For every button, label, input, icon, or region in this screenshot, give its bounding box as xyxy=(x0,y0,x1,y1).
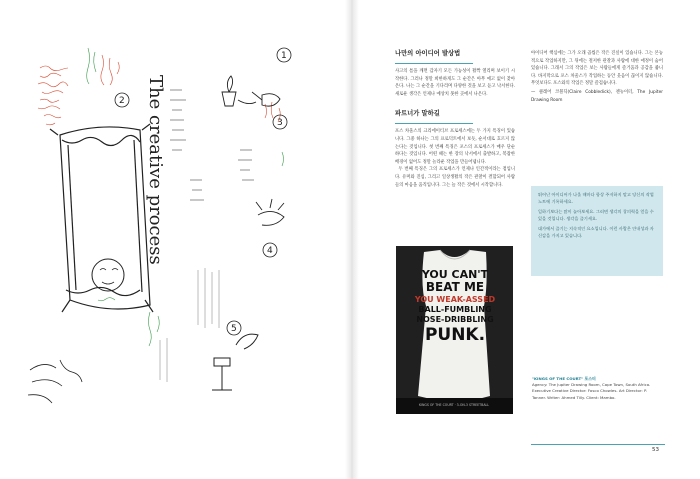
step-number-1: 1 xyxy=(281,51,287,61)
poster-line-4: BALL-FUMBLING xyxy=(418,305,492,314)
column-two xyxy=(531,50,663,104)
caption-title: "KINGS OF THE COURT" 포스터 xyxy=(532,376,596,381)
watering-can-drawing xyxy=(252,92,280,106)
partner-paragraph-1: 포스 차울스의 크리에이티브 프로세스에는 두 가지 특징이 있습니다. 그중 하나는 그의 프로덕트에서 보듯, 순서대로 흐르지 않는다는 것입니다. 첫 번째 특징은 포스의 프로세스가 매우 단순하다는 것입니다. 어떤 때는 한 장의 낙서에서 출발하고, 복잡한 배경이 없어도 정말 놀라운 작업을 만들어냅니다. xyxy=(395,129,515,165)
footer-rule xyxy=(531,444,665,445)
thought-bubble-lines xyxy=(170,90,254,200)
book-gutter xyxy=(345,0,359,479)
column-two-paragraph: 아이디어 핵심에는 그가 오래 곱씹은 작은 진실이 있습니다. 그는 본능적으로 작업하지만, 그 뒤에는 철저한 관찰과 사람에 대한 애정이 숨어 있습니다. 그래서 그의 작업은 보는 사람들에게 즐거움과 공감을 줍니다. 바지막으로 포스 차울스가 작업하는 동안 웃음이 끊이지 않습니다. 무엇보다도 포스와의 작업은 정말 즐겁습니다. xyxy=(531,51,663,87)
attribution: — 클레어 코블딕(Claire Cobbledick), 젠뉴이터, The Jupiter Drawing Room xyxy=(531,89,663,103)
poster-line-2: BEAT ME xyxy=(425,280,485,294)
page-number: 53 xyxy=(652,447,659,453)
person-head xyxy=(92,259,124,291)
partner-paragraph-2: 두 번째 특징은 그의 프로세스가 언제나 인간적이라는 점입니다. 유머와 진심, 그리고 일상생활의 작은 관찰이 결합되어 사람들의 마음을 움직입니다. 그는 늘 작은 것에서 시작합니다. xyxy=(395,167,515,188)
step-number-4: 4 xyxy=(267,246,273,256)
step-number-3: 3 xyxy=(277,118,283,128)
step-number-2: 2 xyxy=(119,96,125,106)
creative-process-illustration xyxy=(0,0,345,479)
sidebar-tip-1: 뛰어난 아이디어가 나올 때마다 항상 주저하지 말고 당신의 작업 노트에 기록하세요. xyxy=(538,192,654,204)
sidebar-tip-3: 대가에서 즐기는 지속적인 요소입니다. 이런 사람은 안내성과 자신감을 가지고 있습니다. xyxy=(538,226,654,238)
spray-drawing xyxy=(28,360,82,403)
poster-line-3: YOU WEAK-ASSED xyxy=(414,295,496,304)
left-page xyxy=(0,0,345,479)
bathtub-drawing xyxy=(50,124,153,312)
illustration-title: The creative process xyxy=(145,75,166,265)
heading-rule xyxy=(395,123,473,124)
caption-body: Agency: The Jupiter Drawing Room, Cape Town, South Africa. Executive Creative Director: Fosco Chowles. Art Director: P. Tanner. Writer: Ahmed Tilly. Client: Mambo. xyxy=(532,382,651,400)
heading-rule xyxy=(395,63,473,64)
hand-drawing xyxy=(256,199,284,225)
section-heading-idea: 나만의 아이디어 발상법 xyxy=(395,50,461,57)
poster-line-5: NOSE-DRIBBLING xyxy=(416,315,494,324)
green-handwriting-notes xyxy=(87,48,284,346)
tips-sidebar xyxy=(531,186,663,276)
sidebar-tip-2: 일하기보다는 많이 놀아보세요. 그러면 생각의 창의력을 얻을 수 있을 것입니다. 생각을 즐기세요. xyxy=(538,209,654,221)
poster-line-6: PUNK. xyxy=(424,325,486,345)
section-paragraph-idea: 사고의 틈을 깨면 갑자기 모든 가능성이 활짝 열리며 보이기 시작한다. 그러나 정말 희한하게도 그 순간은 아무 예고 없이 찾아온다. 나는 그 순간을 기다리며 다양한 것을 보고 듣고 낙서한다. 새로운 생각은 언제나 예상치 못한 곳에서 나온다. xyxy=(395,69,515,97)
poster-bottom-text: KINGS OF THE COURT · 3-ON-3 STREETBALL xyxy=(418,403,490,407)
kings-of-the-court-poster xyxy=(396,246,513,414)
column-one xyxy=(395,50,515,189)
pedestal-drawing xyxy=(212,334,258,390)
poster-artwork xyxy=(396,246,513,414)
section-heading-partner: 파트너가 말하길 xyxy=(395,110,440,118)
poster-caption xyxy=(532,376,662,401)
step-number-5: 5 xyxy=(231,324,237,334)
poster-line-1: YOU CAN'T xyxy=(421,268,489,281)
plant-pot-drawing xyxy=(222,76,256,106)
